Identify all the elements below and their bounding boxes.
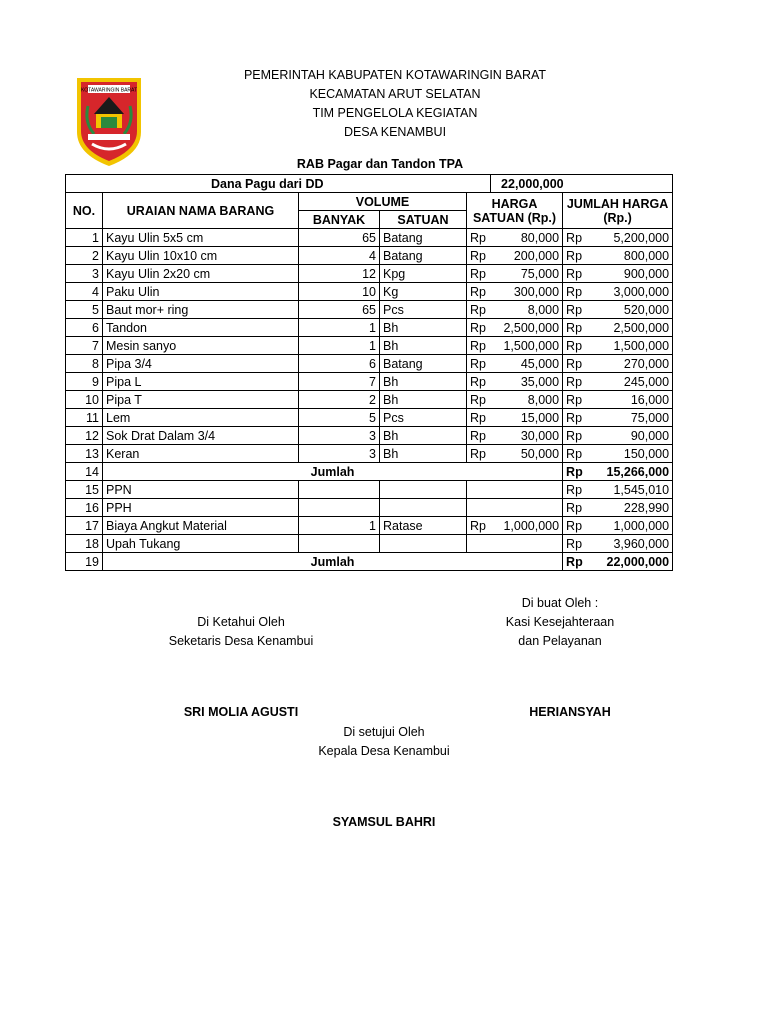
row-total-currency: Rp: [566, 248, 583, 263]
table-row: [66, 265, 673, 283]
row-unit: Kpg: [380, 265, 467, 283]
row-item-name: Tandon: [103, 319, 299, 337]
row-total-currency: Rp: [566, 356, 583, 371]
row-unit: Bh: [380, 391, 467, 409]
row-no: 1: [66, 229, 103, 247]
header-row-1: [66, 193, 673, 211]
row-no: 11: [66, 409, 103, 427]
row-price: 75,000: [520, 266, 560, 281]
approval-caption: Di setujui Oleh: [343, 725, 425, 739]
items-body: [66, 229, 673, 463]
row-total: 75,000: [630, 410, 670, 425]
extras-body: [66, 481, 673, 553]
approval-signer-name: SYAMSUL BAHRI: [332, 815, 436, 829]
row-item-name: Kayu Ulin 2x20 cm: [103, 265, 299, 283]
row-qty: 2: [299, 391, 380, 409]
row-total: 16,000: [630, 392, 670, 407]
table-row: [66, 517, 673, 535]
row-qty: 65: [299, 229, 380, 247]
grandtotal-currency: Rp: [566, 554, 583, 569]
row-total: 228,990: [623, 500, 670, 515]
row-price: 80,000: [520, 230, 560, 245]
row-total: 900,000: [623, 266, 670, 281]
regency-seal-icon: [74, 74, 144, 168]
row-qty: 10: [299, 283, 380, 301]
row-price-currency: Rp: [470, 320, 486, 335]
row-price-currency: Rp: [470, 428, 486, 443]
row-qty: 5: [299, 409, 380, 427]
row-qty: [299, 499, 380, 517]
row-item-name: Pipa T: [103, 391, 299, 409]
row-price: 8,000: [527, 392, 560, 407]
row-unit: [380, 481, 467, 499]
row-no: 8: [66, 355, 103, 373]
row-no: 18: [66, 535, 103, 553]
row-total: 520,000: [623, 302, 670, 317]
table-row: [66, 409, 673, 427]
row-qty: 7: [299, 373, 380, 391]
maker-caption: Di buat Oleh :: [521, 596, 599, 610]
row-total: 1,545,010: [613, 482, 670, 497]
row-price: 1,500,000: [503, 338, 560, 353]
header-line-village: DESA KENAMBUI: [343, 125, 447, 139]
row-qty: 1: [299, 337, 380, 355]
pagu-label: Dana Pagu dari DD: [66, 175, 491, 193]
row-no: 3: [66, 265, 103, 283]
row-unit: Pcs: [380, 409, 467, 427]
row-total-currency: Rp: [566, 410, 583, 425]
row-price-currency: Rp: [470, 374, 486, 389]
subtotal-row: [66, 463, 673, 481]
row-unit: Bh: [380, 445, 467, 463]
table-row: [66, 481, 673, 499]
row-total: 1,500,000: [613, 338, 670, 353]
approval-position: Kepala Desa Kenambui: [318, 744, 450, 758]
row-unit: Batang: [380, 247, 467, 265]
row-total-currency: Rp: [566, 266, 583, 281]
row-price: 200,000: [513, 248, 560, 263]
row-price-currency: Rp: [470, 338, 486, 353]
col-no: NO.: [66, 193, 103, 229]
subtotal-value: 15,266,000: [606, 464, 670, 479]
row-total: 800,000: [623, 248, 670, 263]
row-total-currency: Rp: [566, 482, 583, 497]
row-total-currency: Rp: [566, 338, 583, 353]
row-item-name: Keran: [103, 445, 299, 463]
row-total-currency: Rp: [566, 446, 583, 461]
header-line-district: KECAMATAN ARUT SELATAN: [309, 87, 481, 101]
table-row: [66, 319, 673, 337]
row-qty: 3: [299, 427, 380, 445]
row-price-currency: Rp: [470, 392, 486, 407]
row-price-currency: Rp: [470, 302, 486, 317]
row-no: 9: [66, 373, 103, 391]
row-price-currency: Rp: [470, 230, 486, 245]
row-total-currency: Rp: [566, 284, 583, 299]
svg-text:KOTAWARINGIN BARAT: KOTAWARINGIN BARAT: [80, 87, 138, 94]
row-total: 3,960,000: [613, 536, 670, 551]
row-price: 2,500,000: [503, 320, 560, 335]
row-price-currency: Rp: [470, 410, 486, 425]
row-total-currency: Rp: [566, 500, 583, 515]
maker-position-1: Kasi Kesejahteraan: [505, 615, 615, 629]
header-line-government: PEMERINTAH KABUPATEN KOTAWARINGIN BARAT: [243, 68, 547, 82]
row-total: 270,000: [623, 356, 670, 371]
document-title: RAB Pagar dan Tandon TPA: [296, 157, 464, 171]
row-item-name: Baut mor+ ring: [103, 301, 299, 319]
maker-position-2: dan Pelayanan: [518, 634, 602, 648]
row-total-currency: Rp: [566, 428, 583, 443]
maker-signer-name: HERIANSYAH: [529, 705, 611, 719]
row-qty: [299, 535, 380, 553]
document-header: [160, 66, 630, 142]
row-price: 1,000,000: [503, 518, 560, 533]
row-price-currency: Rp: [470, 266, 486, 281]
row-price: 8,000: [527, 302, 560, 317]
row-unit: [380, 535, 467, 553]
row-item-name: Mesin sanyo: [103, 337, 299, 355]
row-no: 5: [66, 301, 103, 319]
row-item-name: Kayu Ulin 10x10 cm: [103, 247, 299, 265]
table-row: [66, 337, 673, 355]
row-qty: 1: [299, 319, 380, 337]
row-total-currency: Rp: [566, 302, 583, 317]
row-unit: Bh: [380, 319, 467, 337]
row-item-name: Kayu Ulin 5x5 cm: [103, 229, 299, 247]
row-no: 2: [66, 247, 103, 265]
table-row: [66, 499, 673, 517]
row-total: 245,000: [623, 374, 670, 389]
row-qty: 1: [299, 517, 380, 535]
row-item-name: PPH: [103, 499, 299, 517]
row-price-currency: Rp: [470, 248, 486, 263]
row-total-currency: Rp: [566, 392, 583, 407]
header-line-team: TIM PENGELOLA KEGIATAN: [312, 106, 478, 120]
row-total: 5,200,000: [613, 230, 670, 245]
row-total-currency: Rp: [566, 536, 583, 551]
grandtotal-label: Jumlah: [103, 553, 563, 571]
row-unit: Bh: [380, 427, 467, 445]
row-no: 7: [66, 337, 103, 355]
row-qty: [299, 481, 380, 499]
grandtotal-row: [66, 553, 673, 571]
row-item-name: Lem: [103, 409, 299, 427]
row-unit: Kg: [380, 283, 467, 301]
row-no: 17: [66, 517, 103, 535]
row-total: 2,500,000: [613, 320, 670, 335]
row-qty: 12: [299, 265, 380, 283]
col-volume: VOLUME: [299, 193, 467, 211]
row-unit: Pcs: [380, 301, 467, 319]
row-item-name: Biaya Angkut Material: [103, 517, 299, 535]
row-no: 10: [66, 391, 103, 409]
row-qty: 4: [299, 247, 380, 265]
row-total: 1,000,000: [613, 518, 670, 533]
table-row: [66, 229, 673, 247]
row-price: 30,000: [520, 428, 560, 443]
row-no: 12: [66, 427, 103, 445]
row-total-currency: Rp: [566, 518, 583, 533]
row-price-currency: Rp: [470, 284, 486, 299]
col-harga: HARGA SATUAN (Rp.): [467, 193, 563, 229]
grandtotal-no: 19: [66, 553, 103, 571]
row-total-currency: Rp: [566, 320, 583, 335]
row-price-currency: Rp: [470, 356, 486, 371]
table-row: [66, 535, 673, 553]
signature-known-block: [141, 613, 341, 651]
row-price-currency: Rp: [470, 446, 486, 461]
rab-table: [65, 174, 673, 571]
row-no: 6: [66, 319, 103, 337]
row-unit: Bh: [380, 373, 467, 391]
col-satuan: SATUAN: [380, 211, 467, 229]
col-uraian: URAIAN NAMA BARANG: [103, 193, 299, 229]
row-item-name: Upah Tukang: [103, 535, 299, 553]
col-jumlah: JUMLAH HARGA (Rp.): [563, 193, 673, 229]
row-total-currency: Rp: [566, 374, 583, 389]
row-price: 50,000: [520, 446, 560, 461]
row-item-name: Paku Ulin: [103, 283, 299, 301]
known-position: Seketaris Desa Kenambui: [168, 634, 314, 648]
row-price: 15,000: [520, 410, 560, 425]
row-unit: Batang: [380, 355, 467, 373]
row-price: 300,000: [513, 284, 560, 299]
table-row: [66, 373, 673, 391]
row-item-name: Pipa 3/4: [103, 355, 299, 373]
regency-logo: [74, 74, 144, 168]
subtotal-no: 14: [66, 463, 103, 481]
table-row: [66, 391, 673, 409]
row-unit: [380, 499, 467, 517]
row-price: 35,000: [520, 374, 560, 389]
row-qty: 3: [299, 445, 380, 463]
subtotal-currency: Rp: [566, 464, 583, 479]
row-item-name: Pipa L: [103, 373, 299, 391]
row-no: 16: [66, 499, 103, 517]
pagu-value: 22,000,000: [491, 175, 673, 193]
row-item-name: Sok Drat Dalam 3/4: [103, 427, 299, 445]
row-price: 45,000: [520, 356, 560, 371]
pagu-row: [66, 175, 673, 193]
row-total: 90,000: [630, 428, 670, 443]
row-item-name: PPN: [103, 481, 299, 499]
table-row: [66, 247, 673, 265]
col-banyak: BANYAK: [299, 211, 380, 229]
table-row: [66, 445, 673, 463]
row-no: 4: [66, 283, 103, 301]
row-no: 13: [66, 445, 103, 463]
row-qty: 6: [299, 355, 380, 373]
table-row: [66, 301, 673, 319]
subtotal-label: Jumlah: [103, 463, 563, 481]
table-row: [66, 355, 673, 373]
signature-approval-block: [284, 723, 484, 761]
row-unit: Ratase: [380, 517, 467, 535]
row-total-currency: Rp: [566, 230, 583, 245]
row-qty: 65: [299, 301, 380, 319]
known-caption: Di Ketahui Oleh: [197, 615, 285, 629]
row-total: 3,000,000: [613, 284, 670, 299]
table-row: [66, 427, 673, 445]
known-signer-name: SRI MOLIA AGUSTI: [183, 705, 299, 719]
grandtotal-value: 22,000,000: [606, 554, 670, 569]
row-unit: Batang: [380, 229, 467, 247]
row-price-currency: Rp: [470, 518, 486, 533]
row-total: 150,000: [623, 446, 670, 461]
table-row: [66, 283, 673, 301]
row-no: 15: [66, 481, 103, 499]
signature-maker-block: [460, 594, 660, 651]
row-unit: Bh: [380, 337, 467, 355]
